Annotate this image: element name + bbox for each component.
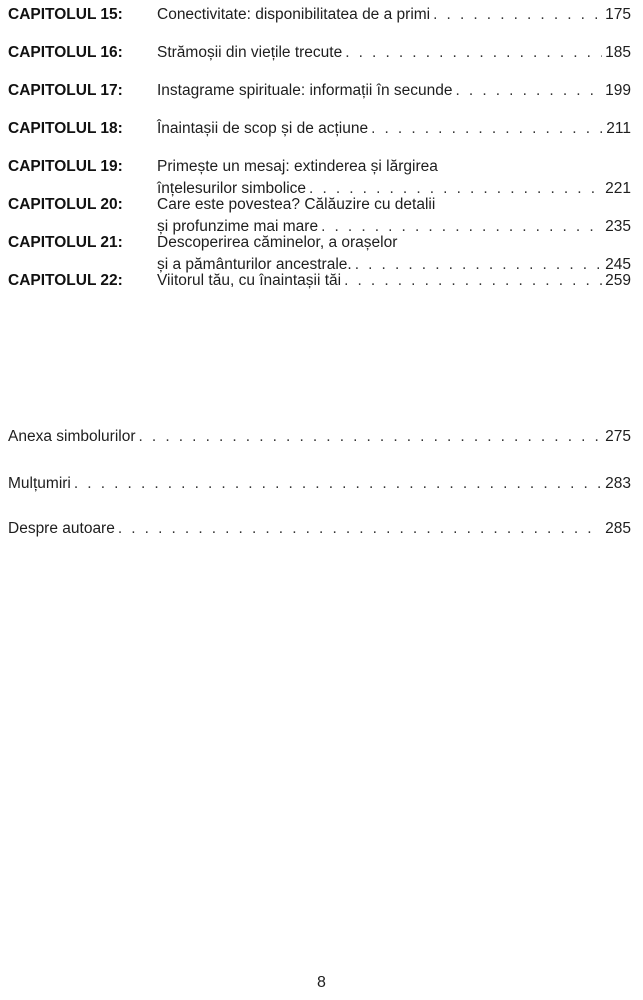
- chapter-number: CAPITOLUL 20:: [8, 196, 123, 213]
- chapter-title: Conectivitate: disponibilitatea de a primi: [157, 6, 431, 23]
- toc-entry[interactable]: [8, 4, 631, 26]
- toc-entry[interactable]: [8, 42, 631, 64]
- chapter-number: CAPITOLUL 22:: [8, 272, 123, 289]
- chapter-number: CAPITOLUL 15:: [8, 6, 123, 23]
- dot-leader: [139, 428, 603, 446]
- chapter-number: CAPITOLUL 19:: [8, 158, 123, 175]
- dot-leader: [74, 475, 602, 493]
- chapter-title: Strămoșii din viețile trecute: [157, 44, 343, 61]
- chapter-title: Primește un mesaj: extinderea și lărgirea: [157, 158, 438, 175]
- chapter-number: CAPITOLUL 21:: [8, 234, 123, 251]
- dot-leader: [118, 520, 602, 538]
- chapter-title-cont: și profunzime mai mare: [157, 218, 319, 235]
- page-ref: 175: [605, 6, 631, 23]
- page-ref: 185: [605, 44, 631, 61]
- toc-backmatter-entry[interactable]: [8, 428, 631, 446]
- page-ref: 285: [605, 520, 631, 537]
- page-ref: 259: [605, 272, 631, 289]
- dot-leader: [345, 42, 602, 64]
- chapter-title: Viitorul tău, cu înaintașii tăi: [157, 272, 342, 289]
- chapter-title: Instagrame spirituale: informații în secunde: [157, 82, 453, 99]
- dot-leader: [344, 270, 602, 292]
- page-ref: 283: [605, 475, 631, 492]
- dot-leader: [456, 80, 603, 102]
- page-ref: 235: [605, 218, 631, 235]
- backmatter-title: Anexa simbolurilor: [8, 428, 136, 445]
- chapter-number: CAPITOLUL 16:: [8, 44, 123, 61]
- chapter-number: CAPITOLUL 18:: [8, 120, 123, 137]
- backmatter-title: Mulțumiri: [8, 475, 71, 492]
- dot-leader: [371, 118, 603, 140]
- chapter-title: Care este povestea? Călăuzire cu detalii: [157, 196, 436, 213]
- page-ref: 211: [606, 120, 631, 137]
- backmatter-title: Despre autoare: [8, 520, 115, 537]
- page-ref: 245: [605, 256, 631, 273]
- toc-entry[interactable]: [8, 118, 631, 140]
- chapter-title: Descoperirea căminelor, a orașelor: [157, 234, 398, 251]
- table-of-contents: [8, 0, 631, 289]
- toc-entry[interactable]: [8, 80, 631, 102]
- page-number: 8: [317, 974, 326, 991]
- page-ref: 199: [605, 82, 631, 99]
- toc-entry[interactable]: [8, 270, 631, 292]
- page-ref: 275: [605, 428, 631, 445]
- toc-backmatter-entry[interactable]: [8, 520, 631, 538]
- chapter-title-cont: și a pământurilor ancestrale.: [157, 256, 352, 273]
- chapter-number: CAPITOLUL 17:: [8, 82, 123, 99]
- page-ref: 221: [605, 180, 631, 197]
- toc-backmatter-entry[interactable]: [8, 475, 631, 493]
- dot-leader: [433, 4, 602, 26]
- chapter-title-cont: înțelesurilor simbolice: [157, 180, 307, 197]
- chapter-title: Înaintașii de scop și de acțiune: [157, 120, 369, 137]
